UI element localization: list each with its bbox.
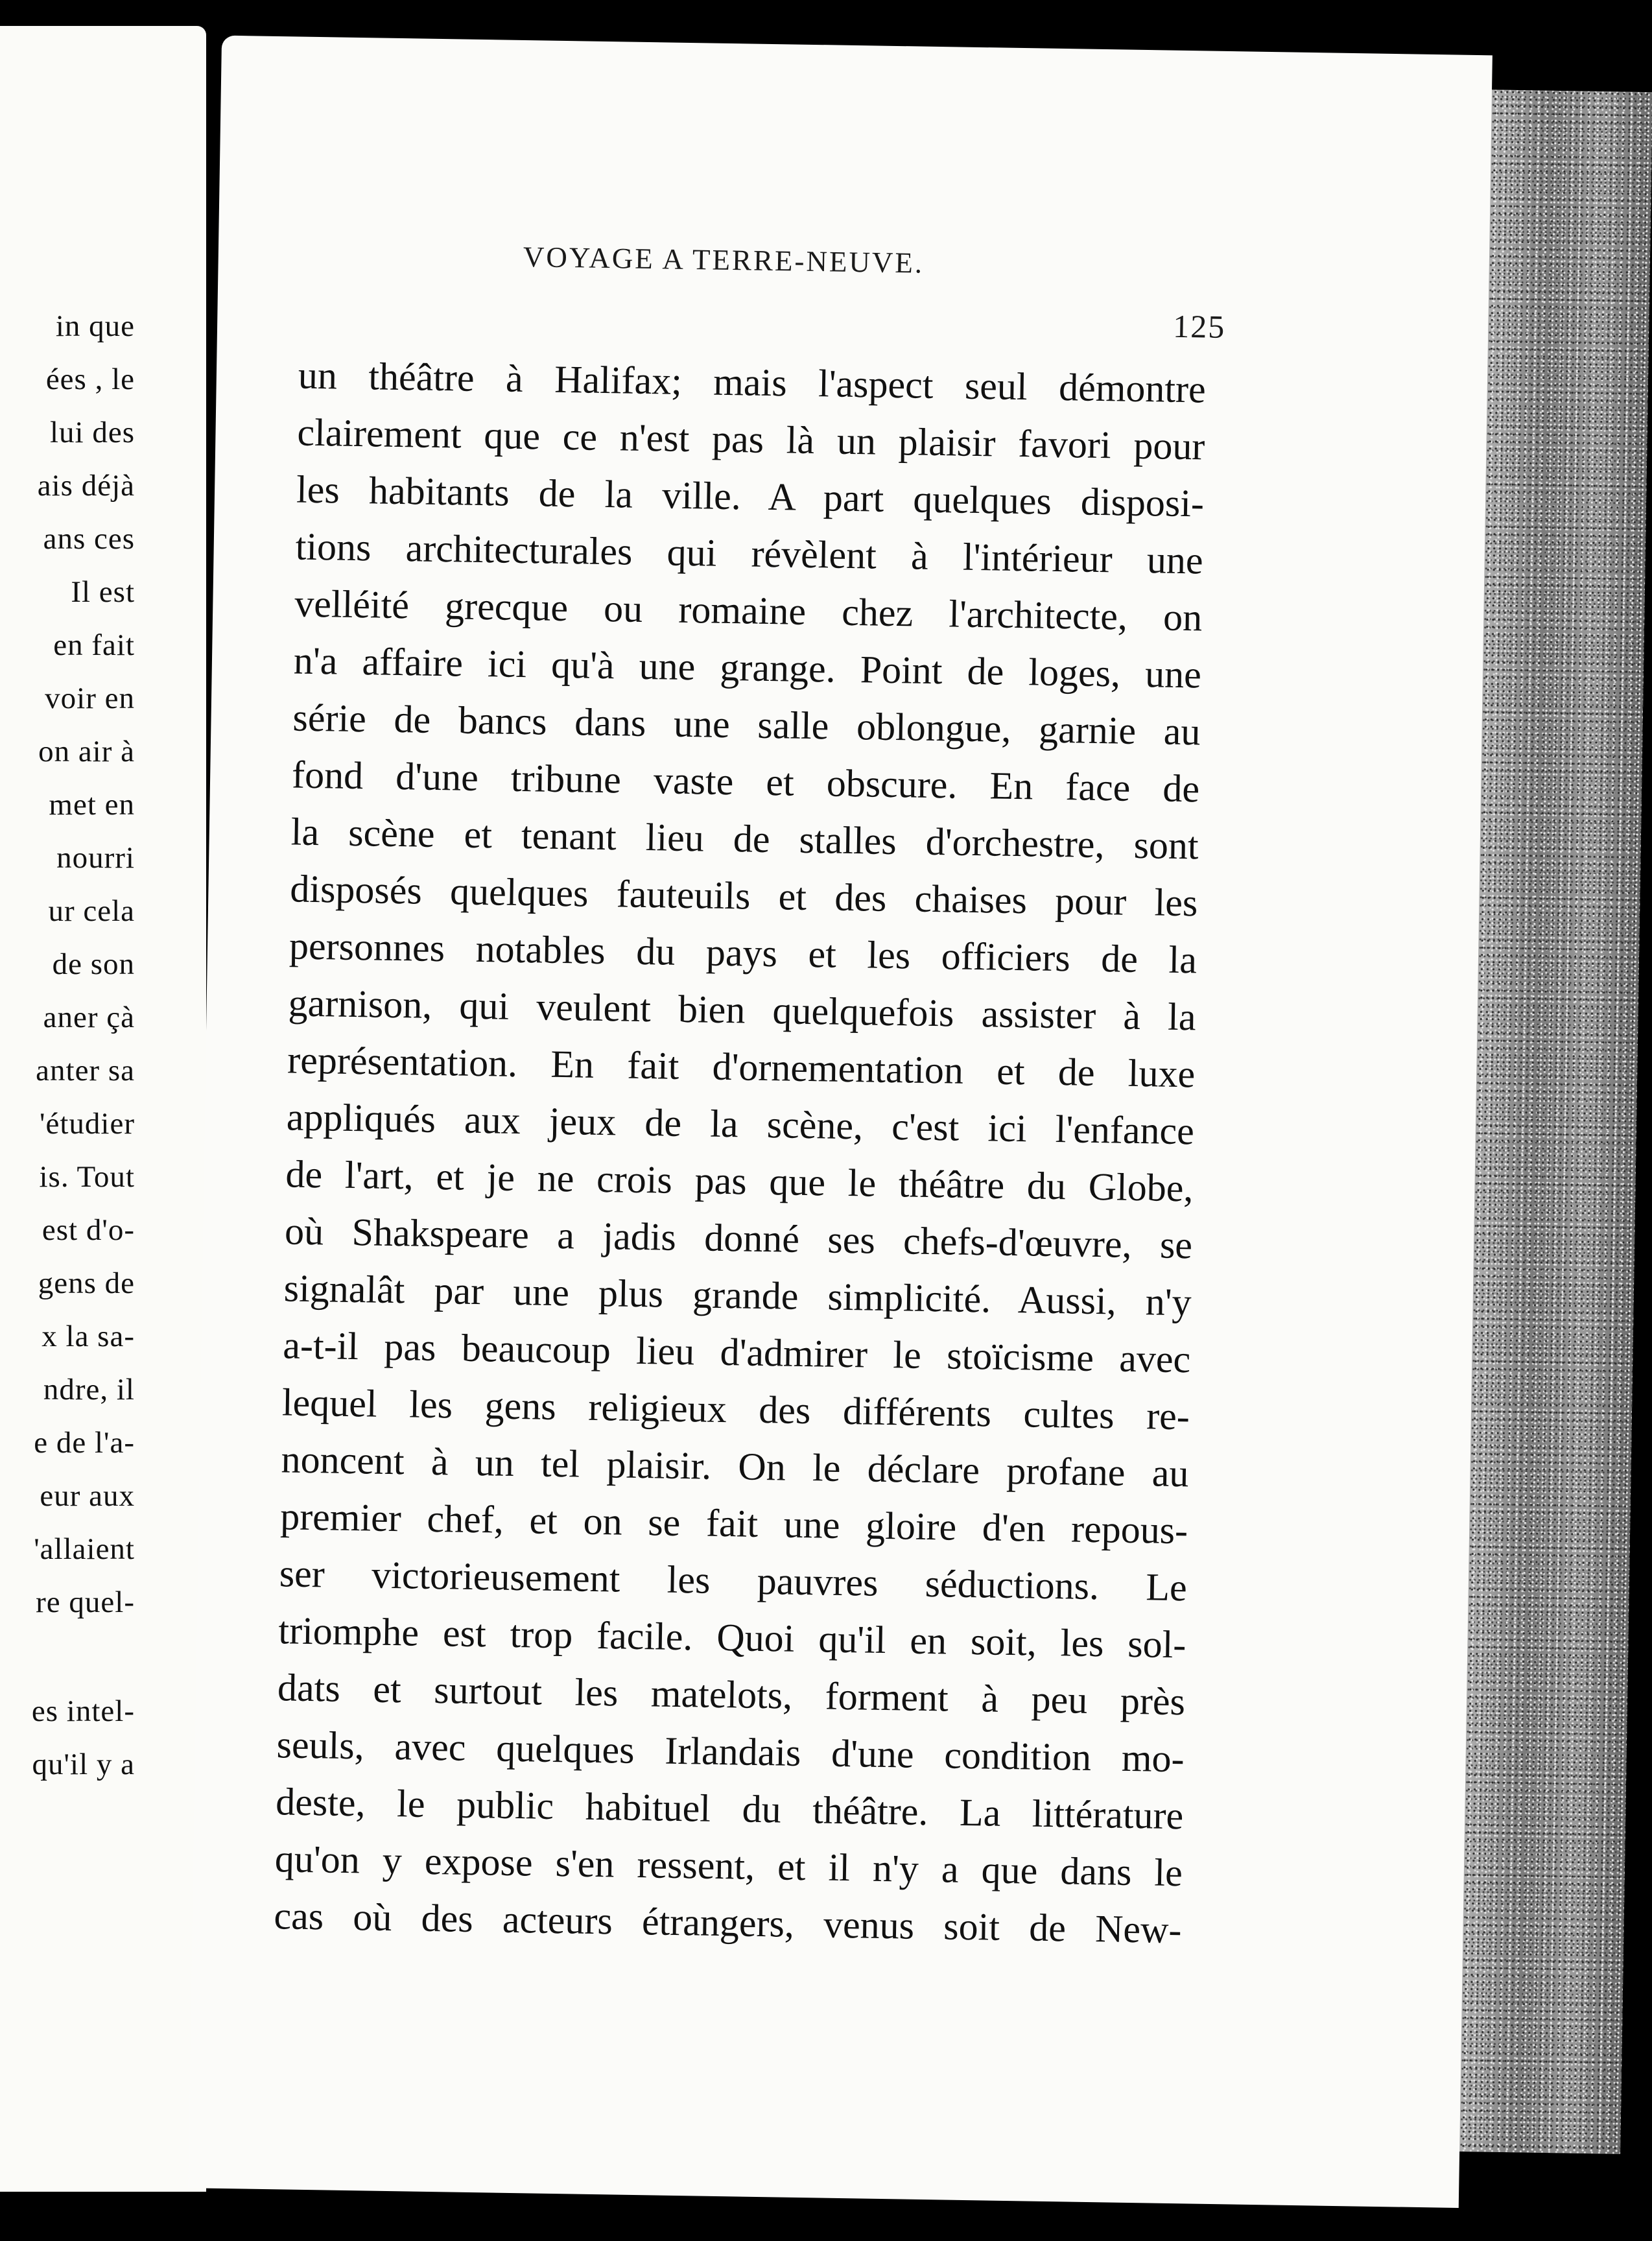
left-line: voir en bbox=[45, 682, 135, 715]
left-facing-page bbox=[0, 26, 206, 2192]
text-line: n'a affaire ici qu'à une grange. Point de loges, une bbox=[293, 639, 1202, 696]
body-text bbox=[274, 347, 1207, 1959]
left-line: anter sa bbox=[36, 1054, 135, 1087]
left-line: re quel- bbox=[36, 1585, 135, 1619]
text-line: signalât par une plus grande simplicité. Aussi, n'y bbox=[283, 1266, 1192, 1324]
left-line: ans ces bbox=[43, 522, 135, 556]
text-line: lequel les gens religieux des différents cultes re- bbox=[281, 1381, 1190, 1438]
right-page bbox=[188, 36, 1493, 2208]
left-line: eur aux bbox=[40, 1479, 135, 1513]
left-line: est d'o- bbox=[41, 1213, 135, 1247]
text-line: tions architecturales qui révèlent à l'intérieur une bbox=[295, 525, 1204, 582]
left-line: es intel- bbox=[31, 1694, 135, 1728]
left-line: qu'il y a bbox=[32, 1748, 135, 1781]
left-line: ndre, il bbox=[43, 1373, 135, 1406]
left-line: en fait bbox=[53, 628, 135, 662]
left-line: is. Tout bbox=[39, 1160, 135, 1194]
text-line: représentation. En fait d'ornementation et de luxe bbox=[287, 1038, 1196, 1096]
text-line: triomphe est trop facile. Quoi qu'il en soit, les sol- bbox=[277, 1609, 1186, 1666]
left-line: de son bbox=[52, 947, 135, 981]
running-head: VOYAGE A TERRE-NEUVE. bbox=[523, 240, 925, 279]
left-line: x la sa- bbox=[41, 1320, 135, 1353]
text-line: seuls, avec quelques Irlandais d'une condition mo- bbox=[276, 1723, 1185, 1781]
text-line: un théâtre à Halifax; mais l'aspect seul démontre bbox=[298, 353, 1207, 411]
text-line: cas où des acteurs étrangers, venus soit de New- bbox=[274, 1894, 1182, 1952]
text-line: garnison, qui veulent bien quelquefois assister à la bbox=[288, 981, 1197, 1039]
text-line: de l'art, et je ne crois pas que le théâtre du Globe, bbox=[285, 1152, 1194, 1210]
text-line: ser victorieusement les pauvres séductions. Le bbox=[279, 1552, 1188, 1609]
text-line: deste, le public habituel du théâtre. La littérature bbox=[275, 1780, 1184, 1838]
left-line: Il est bbox=[71, 575, 135, 609]
left-line: ur cela bbox=[48, 894, 135, 928]
text-line: clairement que ce n'est pas là un plaisir favori pour bbox=[297, 410, 1205, 468]
text-line: série de bancs dans une salle oblongue, garnie au bbox=[292, 696, 1201, 753]
text-line: a-t-il pas beaucoup lieu d'admirer le stoïcisme avec bbox=[282, 1323, 1191, 1381]
left-line: ées , le bbox=[45, 362, 135, 396]
text-line: premier chef, et on se fait une gloire d'en repous- bbox=[279, 1495, 1188, 1552]
page-number: 125 bbox=[1172, 307, 1226, 345]
text-line: où Shakspeare a jadis donné ses chefs-d'œuvre, se bbox=[284, 1209, 1193, 1267]
left-line: lui des bbox=[49, 416, 135, 449]
left-line: aner çà bbox=[43, 1001, 135, 1034]
text-line: la scène et tenant lieu de stalles d'orchestre, sont bbox=[290, 810, 1199, 868]
left-line: ais déjà bbox=[37, 469, 135, 503]
left-line: on air à bbox=[38, 735, 135, 768]
left-line: nourri bbox=[56, 841, 135, 875]
text-line: fond d'une tribune vaste et obscure. En face de bbox=[291, 753, 1200, 811]
left-line: met en bbox=[49, 788, 135, 822]
left-line: 'étudier bbox=[40, 1107, 135, 1141]
text-line: dats et surtout les matelots, forment à peu près bbox=[277, 1666, 1186, 1724]
text-line: qu'on y expose s'en ressent, et il n'y a que dans le bbox=[274, 1837, 1183, 1895]
left-line: gens de bbox=[38, 1266, 135, 1300]
page-content bbox=[188, 36, 1493, 2208]
text-line: noncent à un tel plaisir. On le déclare profane au bbox=[281, 1438, 1189, 1495]
text-line: disposés quelques fauteuils et des chaises pour les bbox=[289, 867, 1198, 925]
left-line: in que bbox=[55, 309, 135, 343]
text-line: les habitants de la ville. A part quelques disposi- bbox=[296, 468, 1205, 525]
left-line: e de l'a- bbox=[34, 1426, 135, 1460]
text-line: personnes notables du pays et les officiers de la bbox=[289, 924, 1198, 982]
left-line: 'allaient bbox=[34, 1532, 135, 1566]
text-line: velléité grecque ou romaine chez l'architecte, on bbox=[294, 582, 1203, 639]
text-line: appliqués aux jeux de la scène, c'est ici l'enfance bbox=[286, 1095, 1195, 1153]
